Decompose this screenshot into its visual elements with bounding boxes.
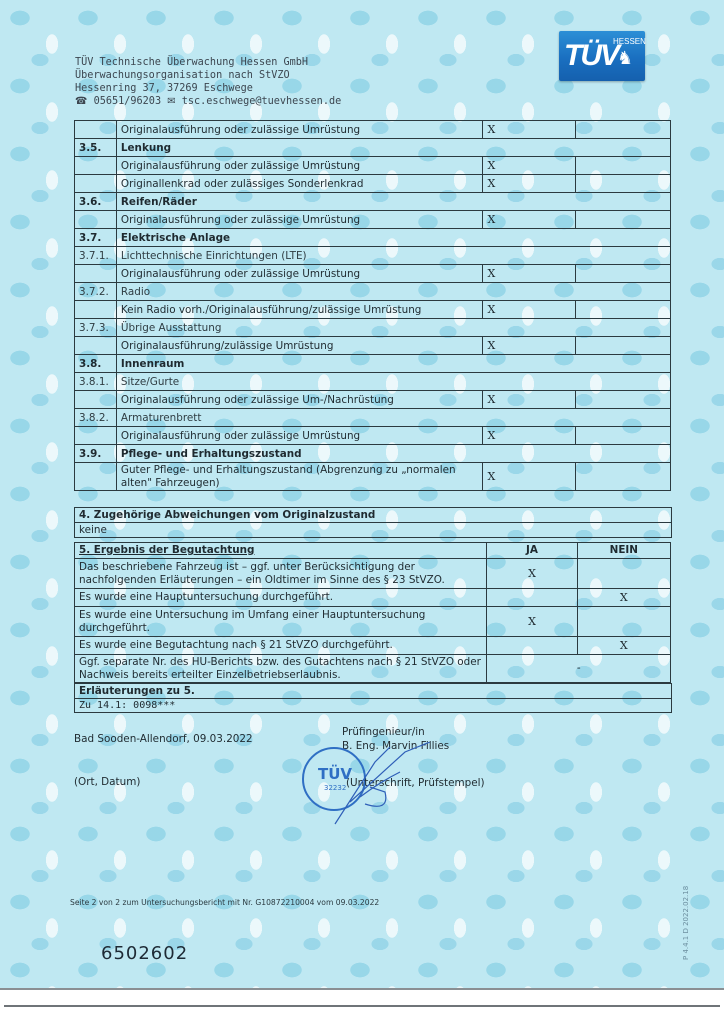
nein-mark — [575, 157, 670, 175]
row-indent — [75, 211, 117, 229]
result-text: Es wurde eine Hauptuntersuchung durchgeführt. — [75, 589, 487, 607]
contact-line — [75, 95, 341, 108]
checklist-row-item — [75, 391, 671, 409]
result-ja: X — [487, 607, 577, 637]
item-text: Guter Pflege- und Erhaltungszustand (Abgrenzung zu „normalen alten" Fahrzeugen) — [116, 463, 483, 491]
ja-mark: X — [483, 463, 575, 491]
place-date: Bad Sooden-Allendorf, 09.03.2022 — [74, 733, 253, 745]
subsection-title: Armaturenbrett — [116, 409, 670, 427]
result-row — [75, 559, 671, 589]
row-indent — [75, 427, 117, 445]
item-text: Originalausführung oder zulässige Umrüstung — [116, 157, 483, 175]
separate-number-value: - — [487, 655, 671, 683]
subsection-number: 3.8.1. — [75, 373, 117, 391]
issuer-header — [75, 56, 341, 108]
checklist-row-item — [75, 157, 671, 175]
result-header-row — [75, 543, 671, 559]
address-line: Hessenring 37, 37269 Eschwege — [75, 83, 253, 94]
nein-mark — [575, 427, 670, 445]
subsection-number: 3.7.2. — [75, 283, 117, 301]
signature-label: (Unterschrift, Prüfstempel) — [346, 777, 485, 789]
checklist-row-item — [75, 337, 671, 355]
checklist-row-item — [75, 265, 671, 283]
item-text: Kein Radio vorh./Originalausführung/zulässige Umrüstung — [116, 301, 483, 319]
row-indent — [75, 121, 117, 139]
row-indent — [75, 157, 117, 175]
result-nein — [577, 559, 670, 589]
checklist-row-subsection — [75, 247, 671, 265]
checklist-row-item — [75, 301, 671, 319]
result-row — [75, 607, 671, 637]
ja-mark: X — [483, 301, 575, 319]
signature-scribble — [330, 742, 440, 827]
result-ja — [487, 637, 577, 655]
section-number: 3.8. — [75, 355, 117, 373]
nein-mark — [575, 463, 670, 491]
row-indent — [75, 175, 117, 193]
subsection-title: Radio — [116, 283, 670, 301]
nein-mark — [575, 301, 670, 319]
phone-number: 05651/96203 — [93, 96, 162, 107]
checklist-row-subsection — [75, 283, 671, 301]
page-info: Seite 2 von 2 zum Untersuchungsbericht mit Nr. G10872210004 vom 09.03.2022 — [70, 898, 380, 907]
nein-mark — [575, 175, 670, 193]
checklist-row-item — [75, 211, 671, 229]
logo-hessen-text: HESSEN — [613, 37, 646, 46]
ja-mark: X — [483, 265, 575, 283]
result-text: Das beschriebene Fahrzeug ist – ggf. unter Berücksichtigung der nachfolgenden Erläuterungen – ein Oldtimer im Sinne des § 23 StVZO. — [75, 559, 487, 589]
email-icon: ✉ — [167, 96, 176, 107]
checklist-row-section — [75, 193, 671, 211]
subsection-number: 3.7.1. — [75, 247, 117, 265]
deviations-value: keine — [75, 522, 671, 537]
scan-edge-line — [4, 1005, 720, 1007]
result-row — [75, 637, 671, 655]
deviations-title: 4. Zugehörige Abweichungen vom Originalzustand — [79, 509, 376, 521]
checklist-row-item — [75, 175, 671, 193]
checklist-row-item2 — [75, 463, 671, 491]
ja-mark: X — [483, 157, 575, 175]
stamp-tuv-text: TÜV — [318, 765, 353, 783]
item-text: Originalausführung/zulässige Umrüstung — [116, 337, 483, 355]
checklist-row-section — [75, 355, 671, 373]
column-ja: JA — [487, 543, 577, 559]
ja-mark: X — [483, 121, 575, 139]
lion-icon: ♞ — [617, 48, 634, 69]
section-title: Innenraum — [116, 355, 670, 373]
result-ja — [487, 589, 577, 607]
nein-mark — [575, 211, 670, 229]
result-ja: X — [487, 559, 577, 589]
checklist-row-subsection — [75, 319, 671, 337]
ja-mark: X — [483, 427, 575, 445]
item-text: Originalausführung oder zulässige Umrüstung — [116, 211, 483, 229]
result-nein: X — [577, 637, 670, 655]
section-title: Reifen/Räder — [116, 193, 670, 211]
result-title: 5. Ergebnis der Begutachtung — [75, 543, 487, 559]
inspector-title: Prüfingenieur/in — [342, 726, 425, 738]
nein-mark — [575, 337, 670, 355]
section-title: Elektrische Anlage — [116, 229, 670, 247]
subsection-title: Sitze/Gurte — [116, 373, 670, 391]
organisation-line: Überwachungsorganisation nach StVZO — [75, 70, 290, 81]
notes-value: Zu 14.1: 0098*** — [75, 698, 671, 712]
form-code: P 4.4.1 D 2022.02.18 — [682, 885, 690, 960]
checklist-row-section — [75, 445, 671, 463]
row-indent — [75, 301, 117, 319]
separate-number-text: Ggf. separate Nr. des HU-Berichts bzw. des Gutachtens nach § 21 StVZO oder Nachweis bereits erteilter Einzelbetriebserlaubnis. — [75, 655, 487, 683]
email-address: tsc.eschwege@tuevhessen.de — [181, 96, 342, 107]
ja-mark: X — [483, 211, 575, 229]
result-text: Es wurde eine Begutachtung nach § 21 StVZO durchgeführt. — [75, 637, 487, 655]
serial-number: 6502602 — [101, 943, 189, 964]
section-title: Pflege- und Erhaltungszustand — [116, 445, 670, 463]
section-number: 3.6. — [75, 193, 117, 211]
checklist-row-section — [75, 139, 671, 157]
checklist-row-section — [75, 229, 671, 247]
checklist-row-item — [75, 427, 671, 445]
item-text: Originalausführung oder zulässige Umrüstung — [116, 265, 483, 283]
item-text: Originalausführung oder zulässige Umrüstung — [116, 427, 483, 445]
phone-icon: ☎ — [75, 96, 88, 107]
stamp-number: 32232 — [324, 784, 347, 792]
row-indent — [75, 265, 117, 283]
tuv-hessen-logo — [559, 31, 645, 81]
column-nein: NEIN — [577, 543, 670, 559]
row-indent — [75, 337, 117, 355]
separate-number-row — [75, 655, 671, 683]
nein-mark — [575, 265, 670, 283]
company-name: TÜV Technische Überwachung Hessen GmbH — [75, 57, 309, 68]
section-number: 3.9. — [75, 445, 117, 463]
nein-mark — [575, 121, 670, 139]
ja-mark: X — [483, 391, 575, 409]
result-nein: X — [577, 589, 670, 607]
subsection-title: Lichttechnische Einrichtungen (LTE) — [116, 247, 670, 265]
item-text: Originalausführung oder zulässige Umrüstung — [116, 121, 483, 139]
checklist-row-item — [75, 121, 671, 139]
result-text: Es wurde eine Untersuchung im Umfang einer Hauptuntersuchung durchgeführt. — [75, 607, 487, 637]
row-indent — [75, 391, 117, 409]
result-table — [74, 542, 671, 683]
item-text: Originalausführung oder zulässige Um-/Nachrüstung — [116, 391, 483, 409]
subsection-title: Übrige Ausstattung — [116, 319, 670, 337]
section-title: Lenkung — [116, 139, 670, 157]
place-date-label: (Ort, Datum) — [74, 776, 141, 788]
logo-tuv-text: TÜV — [564, 39, 618, 72]
notes-box — [74, 683, 672, 713]
subsection-number: 3.7.3. — [75, 319, 117, 337]
ja-mark: X — [483, 337, 575, 355]
deviations-box — [74, 507, 672, 538]
item-text: Originallenkrad oder zulässiges Sonderlenkrad — [116, 175, 483, 193]
checklist-table — [74, 120, 671, 491]
result-nein — [577, 607, 670, 637]
section-number: 3.7. — [75, 229, 117, 247]
subsection-number: 3.8.2. — [75, 409, 117, 427]
checklist-row-subsection — [75, 409, 671, 427]
nein-mark — [575, 391, 670, 409]
section-number: 3.5. — [75, 139, 117, 157]
result-row — [75, 589, 671, 607]
ja-mark: X — [483, 175, 575, 193]
inspector-name: B. Eng. Marvin Fillies — [342, 740, 450, 752]
notes-title: Erläuterungen zu 5. — [79, 685, 195, 697]
checklist-row-subsection — [75, 373, 671, 391]
row-indent — [75, 463, 117, 491]
